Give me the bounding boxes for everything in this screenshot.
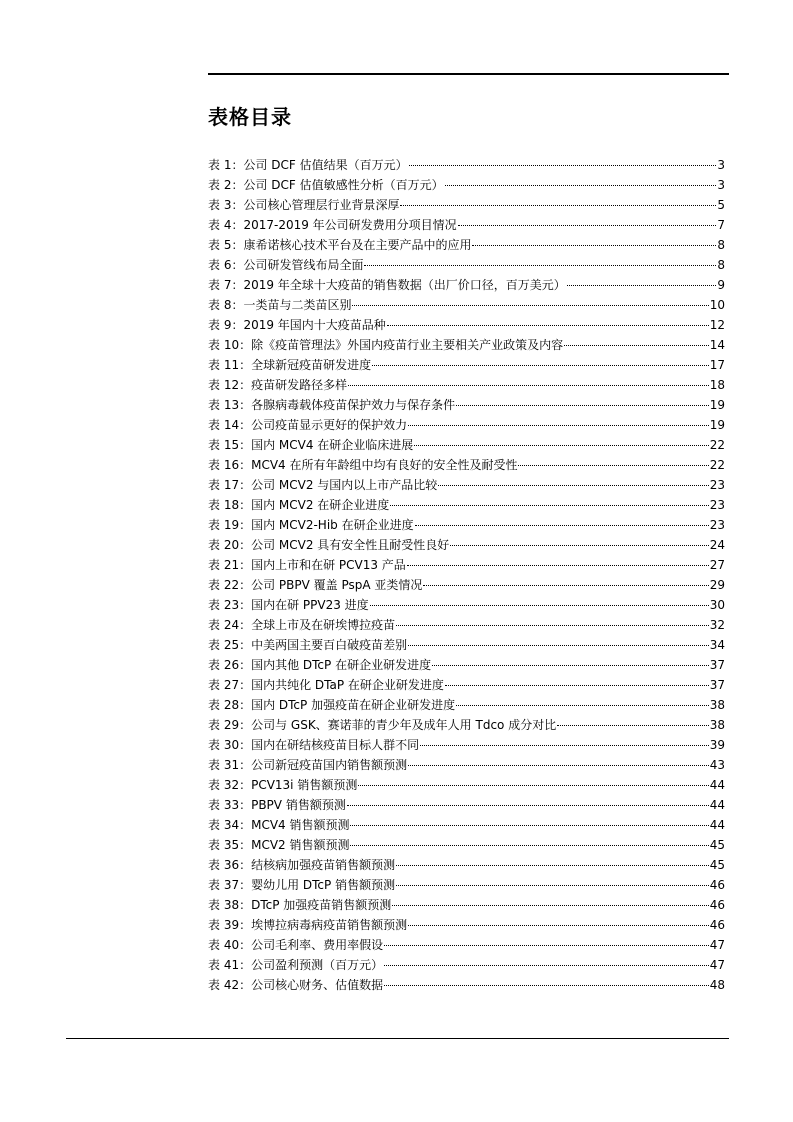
toc-entry-label: 表 20：公司 MCV2 具有安全性且耐受性良好 xyxy=(208,538,450,552)
toc-entry-label: 表 24：全球上市及在研埃博拉疫苗 xyxy=(208,618,396,632)
table-of-contents xyxy=(208,155,725,995)
toc-entry-label: 表 8：一类苗与二类苗区别 xyxy=(208,298,352,312)
toc-entry-page: 23 xyxy=(709,498,725,512)
toc-entry-label: 表 17：公司 MCV2 与国内以上市产品比较 xyxy=(208,478,438,492)
dot-leader xyxy=(350,844,708,846)
toc-entry[interactable] xyxy=(208,375,725,395)
dot-leader xyxy=(364,264,716,266)
toc-entry[interactable] xyxy=(208,455,725,475)
toc-entry-label: 表 32：PCV13i 销售额预测 xyxy=(208,778,358,792)
toc-entry-page: 5 xyxy=(717,198,725,212)
toc-entry-page: 17 xyxy=(709,358,725,372)
toc-entry-page: 8 xyxy=(717,258,725,272)
toc-entry-page: 18 xyxy=(709,378,725,392)
dot-leader xyxy=(352,304,708,306)
dot-leader xyxy=(370,604,709,606)
toc-entry[interactable] xyxy=(208,735,725,755)
toc-entry[interactable] xyxy=(208,415,725,435)
toc-entry-page: 37 xyxy=(709,658,725,672)
dot-leader xyxy=(450,544,708,546)
dot-leader xyxy=(358,784,708,786)
dot-leader xyxy=(445,684,709,686)
toc-entry-page: 9 xyxy=(717,278,725,292)
toc-entry-label: 表 23：国内在研 PPV23 进度 xyxy=(208,598,369,612)
dot-leader xyxy=(408,424,709,426)
toc-entry-label: 表 34：MCV4 销售额预测 xyxy=(208,818,350,832)
toc-entry[interactable] xyxy=(208,515,725,535)
dot-leader xyxy=(445,184,717,186)
dot-leader xyxy=(384,944,709,946)
toc-entry[interactable] xyxy=(208,835,725,855)
toc-entry-page: 48 xyxy=(709,978,725,992)
dot-leader xyxy=(408,764,709,766)
dot-leader xyxy=(415,524,709,526)
toc-entry[interactable] xyxy=(208,635,725,655)
toc-entry-label: 表 37：婴幼儿用 DTcP 销售额预测 xyxy=(208,878,396,892)
toc-entry[interactable] xyxy=(208,715,725,735)
toc-entry[interactable] xyxy=(208,575,725,595)
header-rule xyxy=(208,73,729,75)
dot-leader xyxy=(408,924,709,926)
toc-entry-page: 34 xyxy=(709,638,725,652)
toc-entry-page: 19 xyxy=(709,398,725,412)
dot-leader xyxy=(392,904,708,906)
toc-entry-label: 表 38：DTcP 加强疫苗销售额预测 xyxy=(208,898,392,912)
toc-entry-label: 表 2：公司 DCF 估值敏感性分析（百万元） xyxy=(208,178,444,192)
toc-entry-label: 表 19：国内 MCV2-Hib 在研企业进度 xyxy=(208,518,414,532)
toc-entry-page: 46 xyxy=(709,918,725,932)
dot-leader xyxy=(456,404,709,406)
toc-entry[interactable] xyxy=(208,215,725,235)
dot-leader xyxy=(387,324,709,326)
footer-rule xyxy=(66,1038,729,1039)
toc-entry-label: 表 21：国内上市和在研 PCV13 产品 xyxy=(208,558,406,572)
dot-leader xyxy=(396,864,709,866)
dot-leader xyxy=(557,724,709,726)
toc-entry-label: 表 7：2019 年全球十大疫苗的销售数据（出厂价口径，百万美元） xyxy=(208,278,566,292)
toc-entry-label: 表 18：国内 MCV2 在研企业进度 xyxy=(208,498,390,512)
toc-entry-page: 7 xyxy=(717,218,725,232)
toc-entry-label: 表 35：MCV2 销售额预测 xyxy=(208,838,350,852)
toc-entry-page: 47 xyxy=(709,958,725,972)
dot-leader xyxy=(350,824,708,826)
page-title: 表格目录 xyxy=(208,105,292,129)
toc-entry-label: 表 42：公司核心财务、估值数据 xyxy=(208,978,384,992)
dot-leader xyxy=(518,464,708,466)
toc-entry-label: 表 31：公司新冠疫苗国内销售额预测 xyxy=(208,758,408,772)
toc-entry[interactable] xyxy=(208,915,725,935)
toc-entry-page: 30 xyxy=(709,598,725,612)
toc-entry-label: 表 40：公司毛利率、费用率假设 xyxy=(208,938,384,952)
toc-entry-page: 22 xyxy=(709,438,725,452)
toc-entry[interactable] xyxy=(208,295,725,315)
toc-entry-page: 47 xyxy=(709,938,725,952)
toc-entry[interactable] xyxy=(208,395,725,415)
toc-entry-label: 表 28：国内 DTcP 加强疫苗在研企业研发进度 xyxy=(208,698,456,712)
toc-entry-page: 27 xyxy=(709,558,725,572)
toc-entry[interactable] xyxy=(208,935,725,955)
dot-leader xyxy=(456,704,709,706)
dot-leader xyxy=(390,504,708,506)
toc-entry-page: 44 xyxy=(709,778,725,792)
toc-entry-label: 表 30：国内在研结核疫苗目标人群不同 xyxy=(208,738,420,752)
toc-entry-page: 46 xyxy=(709,878,725,892)
toc-entry[interactable] xyxy=(208,535,725,555)
toc-entry-page: 10 xyxy=(709,298,725,312)
toc-entry-label: 表 33：PBPV 销售额预测 xyxy=(208,798,346,812)
toc-entry[interactable] xyxy=(208,235,725,255)
dot-leader xyxy=(396,884,709,886)
toc-entry[interactable] xyxy=(208,815,725,835)
toc-entry-label: 表 10：除《疫苗管理法》外国内疫苗行业主要相关产业政策及内容 xyxy=(208,338,564,352)
dot-leader xyxy=(400,204,716,206)
toc-entry[interactable] xyxy=(208,475,725,495)
toc-entry-label: 表 15：国内 MCV4 在研企业临床进展 xyxy=(208,438,414,452)
toc-entry[interactable] xyxy=(208,195,725,215)
toc-entry-page: 38 xyxy=(709,698,725,712)
dot-leader xyxy=(372,364,709,366)
toc-entry[interactable] xyxy=(208,335,725,355)
toc-entry-page: 39 xyxy=(709,738,725,752)
toc-entry-page: 44 xyxy=(709,798,725,812)
dot-leader xyxy=(408,644,709,646)
toc-entry-label: 表 25：中美两国主要百白破疫苗差别 xyxy=(208,638,408,652)
dot-leader xyxy=(407,564,709,566)
toc-entry-page: 8 xyxy=(717,238,725,252)
toc-entry[interactable] xyxy=(208,595,725,615)
toc-entry-label: 表 16：MCV4 在所有年龄组中均有良好的安全性及耐受性 xyxy=(208,458,518,472)
toc-entry[interactable] xyxy=(208,855,725,875)
dot-leader xyxy=(472,244,716,246)
toc-entry[interactable] xyxy=(208,955,725,975)
toc-entry[interactable] xyxy=(208,775,725,795)
toc-entry[interactable] xyxy=(208,675,725,695)
toc-entry[interactable] xyxy=(208,255,725,275)
toc-entry-label: 表 3：公司核心管理层行业背景深厚 xyxy=(208,198,400,212)
toc-entry-page: 14 xyxy=(709,338,725,352)
dot-leader xyxy=(347,804,709,806)
toc-entry[interactable] xyxy=(208,155,725,175)
toc-entry-page: 45 xyxy=(709,838,725,852)
toc-entry-label: 表 1：公司 DCF 估值结果（百万元） xyxy=(208,158,408,172)
toc-entry-label: 表 36：结核病加强疫苗销售额预测 xyxy=(208,858,396,872)
toc-entry-label: 表 12：疫苗研发路径多样 xyxy=(208,378,348,392)
toc-entry-label: 表 4：2017-2019 年公司研发费用分项目情况 xyxy=(208,218,457,232)
dot-leader xyxy=(384,964,709,966)
toc-entry-page: 37 xyxy=(709,678,725,692)
toc-entry[interactable] xyxy=(208,795,725,815)
toc-entry[interactable] xyxy=(208,875,725,895)
toc-entry[interactable] xyxy=(208,615,725,635)
toc-entry-page: 24 xyxy=(709,538,725,552)
toc-entry[interactable] xyxy=(208,315,725,335)
toc-entry[interactable] xyxy=(208,975,725,995)
dot-leader xyxy=(423,584,708,586)
toc-entry[interactable] xyxy=(208,655,725,675)
dot-leader xyxy=(414,444,708,446)
toc-entry[interactable] xyxy=(208,495,725,515)
toc-entry-page: 38 xyxy=(709,718,725,732)
toc-entry-page: 19 xyxy=(709,418,725,432)
dot-leader xyxy=(348,384,709,386)
toc-entry-label: 表 9：2019 年国内十大疫苗品种 xyxy=(208,318,386,332)
toc-entry-label: 表 14：公司疫苗显示更好的保护效力 xyxy=(208,418,408,432)
dot-leader xyxy=(384,984,709,986)
dot-leader xyxy=(438,484,708,486)
toc-entry-label: 表 39：埃博拉病毒病疫苗销售额预测 xyxy=(208,918,408,932)
dot-leader xyxy=(567,284,717,286)
toc-entry[interactable] xyxy=(208,695,725,715)
toc-entry-label: 表 29：公司与 GSK、赛诺菲的青少年及成年人用 Tdco 成分对比 xyxy=(208,718,557,732)
toc-entry[interactable] xyxy=(208,275,725,295)
toc-entry-page: 29 xyxy=(709,578,725,592)
dot-leader xyxy=(420,744,709,746)
toc-entry-page: 32 xyxy=(709,618,725,632)
toc-entry-page: 43 xyxy=(709,758,725,772)
toc-entry-page: 44 xyxy=(709,818,725,832)
dot-leader xyxy=(409,164,717,166)
dot-leader xyxy=(396,624,709,626)
toc-entry-page: 23 xyxy=(709,518,725,532)
dot-leader xyxy=(458,224,717,226)
toc-entry-page: 3 xyxy=(717,178,725,192)
toc-entry-label: 表 13：各腺病毒载体疫苗保护效力与保存条件 xyxy=(208,398,456,412)
toc-entry-page: 45 xyxy=(709,858,725,872)
toc-entry-label: 表 22：公司 PBPV 覆盖 PspA 亚类情况 xyxy=(208,578,423,592)
toc-entry-page: 22 xyxy=(709,458,725,472)
toc-entry-page: 12 xyxy=(709,318,725,332)
toc-entry[interactable] xyxy=(208,175,725,195)
toc-entry[interactable] xyxy=(208,895,725,915)
toc-entry-label: 表 26：国内其他 DTcP 在研企业研发进度 xyxy=(208,658,432,672)
toc-entry[interactable] xyxy=(208,435,725,455)
toc-entry-label: 表 11：全球新冠疫苗研发进度 xyxy=(208,358,372,372)
toc-entry[interactable] xyxy=(208,755,725,775)
toc-entry-label: 表 27：国内共纯化 DTaP 在研企业研发进度 xyxy=(208,678,444,692)
dot-leader xyxy=(432,664,709,666)
toc-entry[interactable] xyxy=(208,355,725,375)
dot-leader xyxy=(564,344,709,346)
toc-entry-label: 表 5：康希诺核心技术平台及在主要产品中的应用 xyxy=(208,238,472,252)
toc-entry-page: 23 xyxy=(709,478,725,492)
toc-entry-page: 46 xyxy=(709,898,725,912)
toc-entry-page: 3 xyxy=(717,158,725,172)
toc-entry-label: 表 6：公司研发管线布局全面 xyxy=(208,258,364,272)
toc-entry-label: 表 41：公司盈利预测（百万元） xyxy=(208,958,384,972)
toc-entry[interactable] xyxy=(208,555,725,575)
